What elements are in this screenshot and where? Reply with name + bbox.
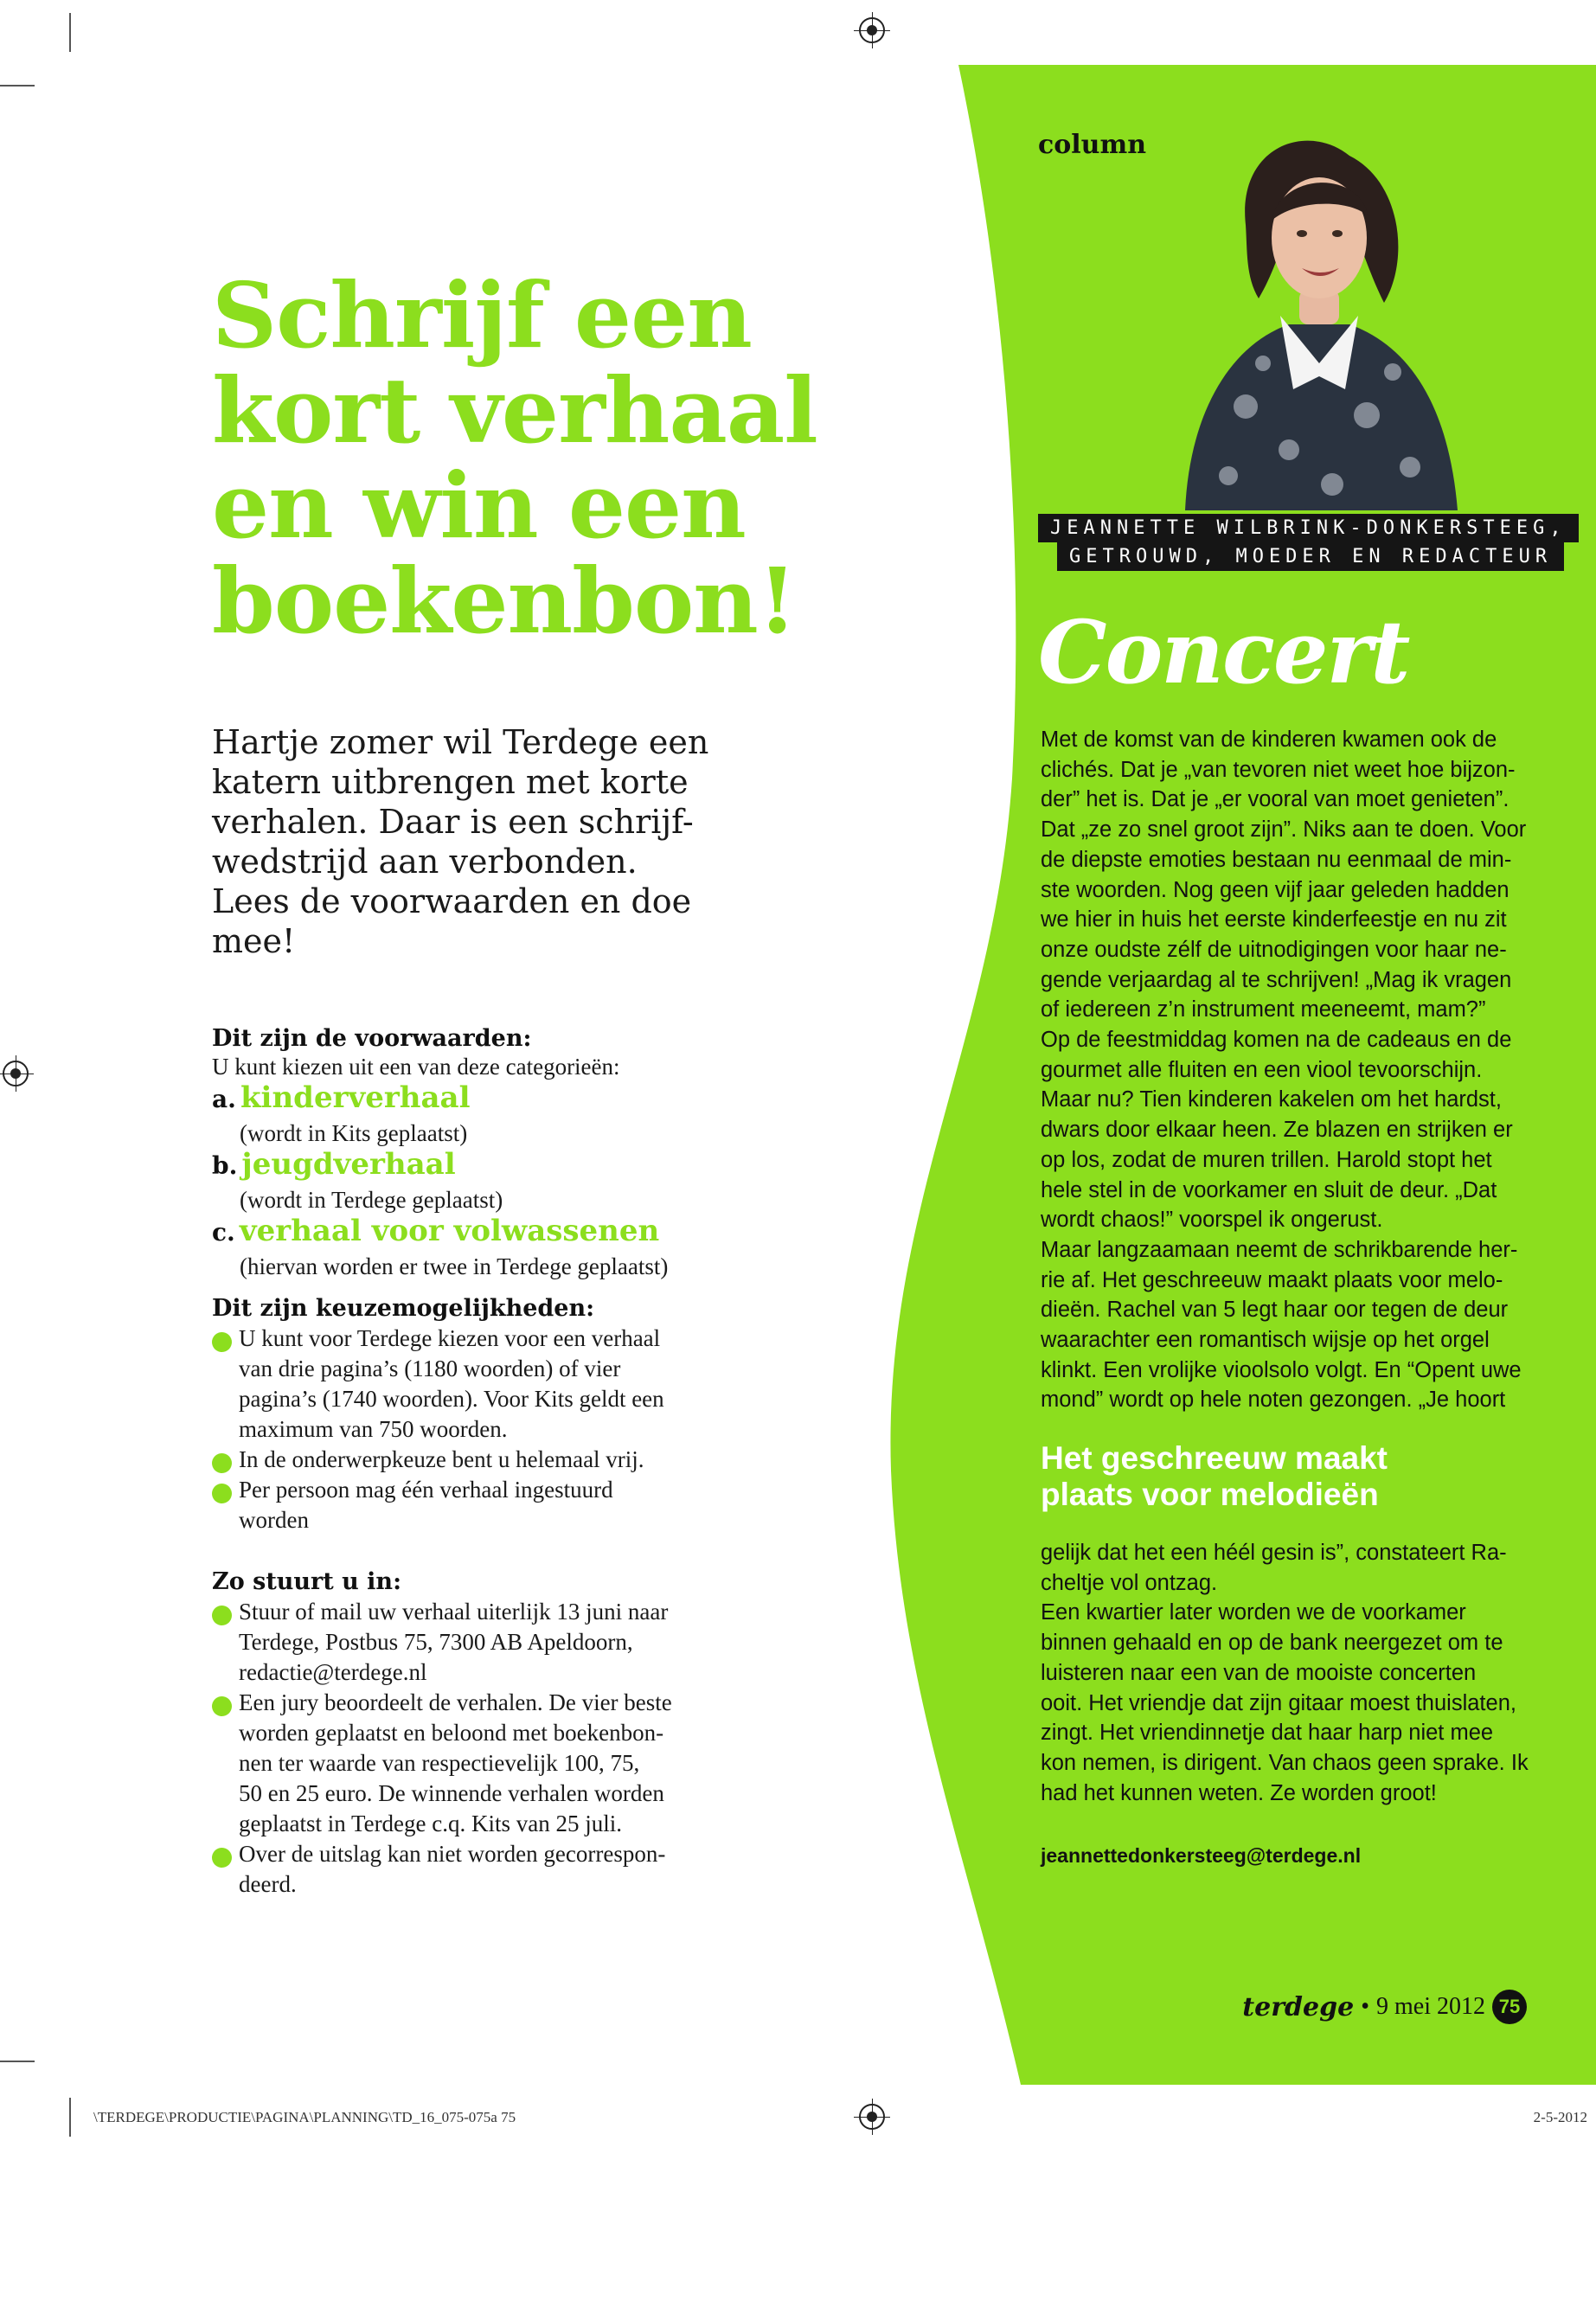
text-line: Een kwartier later worden we de voorkamer: [1041, 1600, 1466, 1625]
text-line: gourmet alle fluiten en een viool tevoorschijn.: [1041, 1057, 1483, 1082]
text-line: Stuur of mail uw verhaal uiterlijk 13 juni naar: [239, 1599, 669, 1625]
list-item: [212, 1475, 783, 1535]
text-line: op los, zodat de muren trillen. Harold stopt het: [1041, 1147, 1492, 1172]
list-item: [212, 1688, 783, 1839]
category-note: (hiervan worden er twee in Terdege geplaatst): [240, 1253, 669, 1279]
list-item: [212, 1445, 783, 1475]
text-line: In de onderwerpkeuze bent u helemaal vrij.: [239, 1446, 644, 1472]
pull-quote-line: Het geschreeuw maakt: [1041, 1440, 1388, 1476]
text-line: Maar langzaamaan neemt de schrikbarende her-: [1041, 1237, 1518, 1262]
text-line: pagina’s (1740 woorden). Voor Kits geldt een: [239, 1386, 664, 1412]
text-line: 50 en 25 euro. De winnende verhalen worden: [239, 1780, 664, 1806]
text-line: cheltje vol ontzag.: [1041, 1570, 1218, 1595]
headline-line: boekenbon!: [212, 548, 797, 654]
bullet-icon: [212, 1453, 232, 1473]
text-line: redactie@terdege.nl: [239, 1659, 427, 1685]
text-line: kon nemen, is dirigent. Van chaos geen sprake. Ik: [1041, 1750, 1529, 1775]
bullet-icon: [212, 1696, 232, 1716]
page-headline: [212, 262, 817, 654]
conditions-section: [212, 1025, 817, 1282]
category-letter: b.: [212, 1151, 238, 1180]
conditions-subtitle: U kunt kiezen uit een van deze categorieën:: [212, 1054, 620, 1080]
text-line: klinkt. Een vrolijke vioolsolo volgt. En “Opent uwe: [1041, 1357, 1522, 1382]
text-line: binnen gehaald en op de bank neergezet om te: [1041, 1631, 1503, 1656]
text-line: worden geplaatst en beloond met boekenbon-: [239, 1720, 664, 1746]
column-label: column: [1038, 130, 1147, 160]
options-title: Dit zijn keuzemogelijkheden:: [212, 1295, 595, 1322]
category-item: [212, 1215, 817, 1252]
intro-line: Lees de voorwaarden en doe: [212, 882, 692, 920]
category-name: jeugdverhaal: [241, 1147, 456, 1182]
text-line: van drie pagina’s (1180 woorden) of vier: [239, 1356, 621, 1381]
submission-list: [212, 1597, 783, 1900]
text-line: of iedereen z’n instrument meeneemt, mam?”: [1041, 997, 1486, 1022]
text-line: gelijk dat het een héél gesin is”, constateert Ra-: [1041, 1541, 1507, 1565]
category-name: kinderverhaal: [240, 1080, 471, 1115]
page-footer: [1242, 1990, 1527, 2024]
category-item: [212, 1149, 817, 1185]
text-line: Met de komst van de kinderen kwamen ook de: [1041, 727, 1497, 752]
text-line: maximum van 750 woorden.: [239, 1416, 508, 1442]
text-line: Over de uitslag kan niet worden gecorrespon-: [239, 1841, 666, 1867]
text-line: geplaatst in Terdege c.q. Kits van 25 juli.: [239, 1811, 623, 1836]
text-line: zingt. Het vriendinnetje dat haar harp niet mee: [1041, 1721, 1494, 1746]
headline-line: kort verhaal: [212, 357, 817, 464]
conditions-title: Dit zijn de voorwaarden:: [212, 1025, 532, 1052]
column-body-second: [1041, 1538, 1577, 1808]
text-line: dieën. Rachel van 5 legt haar oor tegen de deur: [1041, 1298, 1509, 1323]
footer-separator: •: [1361, 1993, 1369, 2020]
author-role-strip: GETROUWD, MOEDER EN REDACTEUR: [1057, 542, 1564, 571]
registration-mark-icon: [859, 2104, 885, 2130]
list-item: [212, 1839, 783, 1900]
text-line: luisteren naar een van de mooiste concerten: [1041, 1660, 1477, 1685]
list-item: [212, 1597, 783, 1688]
text-line: dwars door elkaar heen. Ze blazen en strijken er: [1041, 1118, 1513, 1143]
author-photo: [1151, 130, 1488, 510]
column-body-first: [1041, 725, 1577, 1415]
text-line: deerd.: [239, 1871, 297, 1897]
list-item: [212, 1324, 783, 1445]
page-number-badge: 75: [1492, 1990, 1527, 2024]
pull-quote-line: plaats voor melodieën: [1041, 1477, 1379, 1512]
submission-section: [212, 1568, 783, 1900]
crop-mark: [69, 2098, 71, 2137]
text-line: hele stel in de voorkamer en sluit de deur. „Dat: [1041, 1177, 1497, 1202]
headline-line: en win een: [212, 452, 746, 559]
slug-path: \TERDEGE\PRODUCTIE\PAGINA\PLANNING\TD_16_075-075a 75: [93, 2109, 516, 2125]
text-line: Per persoon mag één verhaal ingestuurd: [239, 1477, 613, 1503]
brand-logo: terdege: [1242, 1991, 1355, 2022]
text-line: worden: [239, 1507, 309, 1533]
bullet-icon: [212, 1332, 232, 1352]
category-letter: a.: [212, 1085, 236, 1113]
bullet-icon: [212, 1484, 232, 1503]
text-line: ste woorden. Nog geen vijf jaar geleden hadden: [1041, 877, 1509, 902]
text-line: Op de feestmiddag komen na de cadeaus en de: [1041, 1028, 1512, 1053]
headline-line: Schrijf een: [212, 262, 752, 369]
author-email-link[interactable]: jeannettedonkersteeg@terdege.nl: [1041, 1844, 1362, 1867]
options-list: [212, 1324, 783, 1535]
column-paragraph: [1041, 725, 1577, 1415]
slug-date: 2-5-2012: [1533, 2109, 1587, 2125]
author-name-strip: JEANNETTE WILBRINK-DONKERSTEEG,: [1038, 514, 1579, 542]
text-line: clichés. Dat je „van tevoren niet weet hoe bijzon-: [1041, 757, 1516, 782]
intro-paragraph: [212, 722, 748, 961]
text-line: waarachter een romantisch wijsje op het orgel: [1041, 1328, 1490, 1353]
issue-date: 9 mei 2012: [1376, 1993, 1485, 2020]
text-line: nen ter waarde van respectievelijk 100, 75,: [239, 1750, 640, 1776]
text-line: we hier in huis het eerste kinderfeestje en nu zit: [1041, 907, 1507, 933]
text-line: onze oudste zélf de uitnodigingen voor haar ne-: [1041, 937, 1507, 962]
category-letter: c.: [212, 1218, 235, 1247]
text-line: U kunt voor Terdege kiezen voor een verhaal: [239, 1325, 661, 1351]
options-section: [212, 1295, 783, 1535]
text-line: gende verjaardag al te schrijven! „Mag ik vragen: [1041, 967, 1512, 992]
bullet-icon: [212, 1606, 232, 1625]
category-note: (wordt in Terdege geplaatst): [240, 1187, 503, 1213]
category-item: [212, 1082, 817, 1118]
pull-quote: [1041, 1440, 1525, 1513]
text-line: der” het is. Dat je „er vooral van moet genieten”.: [1041, 787, 1509, 812]
submission-title: Zo stuurt u in:: [212, 1568, 402, 1595]
text-line: de diepste emoties bestaan nu eenmaal de min-: [1041, 847, 1512, 872]
intro-line: mee!: [212, 922, 296, 960]
category-note: (wordt in Kits geplaatst): [240, 1120, 468, 1146]
text-line: had het kunnen weten. Ze worden groot!: [1041, 1780, 1437, 1805]
text-line: mond” wordt op hele noten gezongen. „Je hoort: [1041, 1388, 1506, 1413]
text-line: wordt chaos!” voorspel ik ongerust.: [1041, 1208, 1383, 1233]
text-line: Maar nu? Tien kinderen kakelen om het hardst,: [1041, 1087, 1502, 1112]
text-line: Een jury beoordeelt de verhalen. De vier beste: [239, 1689, 672, 1715]
text-line: Dat „ze zo snel groot zijn”. Niks aan te doen. Voor: [1041, 817, 1527, 843]
text-line: Terdege, Postbus 75, 7300 AB Apeldoorn,: [239, 1629, 633, 1655]
text-line: rie af. Het geschreeuw maakt plaats voor melo-: [1041, 1267, 1503, 1292]
intro-line: verhalen. Daar is een schrijf-: [212, 803, 694, 841]
column-paragraph: [1041, 1538, 1577, 1808]
text-line: ooit. Het vriendje dat zijn gitaar moest thuislaten,: [1041, 1690, 1516, 1715]
category-name: verhaal voor volwassenen: [239, 1214, 660, 1248]
column-title: Concert: [1038, 601, 1409, 703]
intro-line: wedstrijd aan verbonden.: [212, 843, 638, 881]
intro-line: katern uitbrengen met korte: [212, 763, 689, 801]
intro-line: Hartje zomer wil Terdege een: [212, 723, 709, 761]
bullet-icon: [212, 1848, 232, 1868]
